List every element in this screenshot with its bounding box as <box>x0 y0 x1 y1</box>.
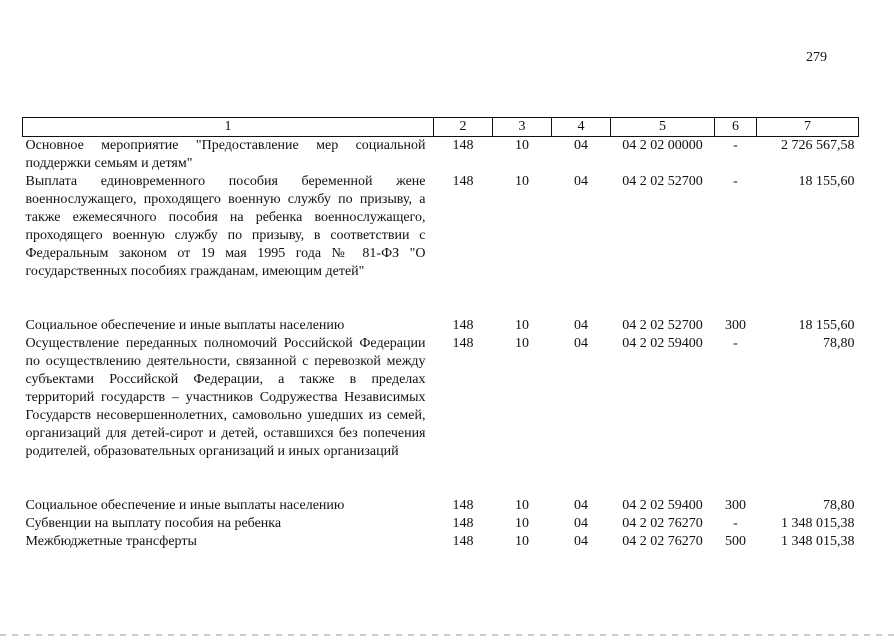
row-name: Субвенции на выплату пособия на ребенка <box>25 516 282 531</box>
row-target-article: 04 2 02 76270 <box>622 516 703 531</box>
header-col-6: 6 <box>715 118 757 137</box>
row-expense-type: - <box>733 174 738 189</box>
row-name: Выплата единовременного пособия беременной жене военнослужащего, проходящего военную службу по призыву, а также ежемесячного пособия на ребенка военнослужащего, проходящего военную службу по призыву, в соответствии с Федеральным законом от 19 мая 1995 года № 81-ФЗ "О государственных пособиях гражданам, имеющим детей" <box>25 174 426 279</box>
row-target-article: 04 2 02 52700 <box>622 318 703 333</box>
row-target-article: 04 2 02 00000 <box>622 138 703 153</box>
row-section: 10 <box>515 516 529 531</box>
row-section: 10 <box>515 534 529 549</box>
row-name: Основное мероприятие "Предоставление мер социальной поддержки семьям и детям" <box>25 138 426 171</box>
table-row <box>23 317 859 335</box>
scan-artifact <box>0 634 894 636</box>
row-target-article: 04 2 02 52700 <box>622 174 703 189</box>
table-row <box>23 533 859 551</box>
row-subsection: 04 <box>574 318 588 333</box>
row-section: 10 <box>515 498 529 513</box>
row-admin-code: 148 <box>452 498 474 513</box>
row-amount: 78,80 <box>823 498 855 513</box>
table-row <box>23 137 859 174</box>
row-subsection: 04 <box>574 138 588 153</box>
table-row <box>23 173 859 317</box>
row-admin-code: 148 <box>452 336 474 351</box>
row-target-article: 04 2 02 59400 <box>622 336 703 351</box>
row-expense-type: - <box>733 516 738 531</box>
row-name: Межбюджетные трансферты <box>25 534 197 549</box>
table-row <box>23 515 859 533</box>
header-col-5: 5 <box>611 118 715 137</box>
budget-table <box>22 117 859 551</box>
row-subsection: 04 <box>574 174 588 189</box>
row-admin-code: 148 <box>452 174 474 189</box>
row-admin-code: 148 <box>452 534 474 549</box>
row-subsection: 04 <box>574 498 588 513</box>
page-number: 279 <box>806 50 827 65</box>
row-amount: 18 155,60 <box>798 174 855 189</box>
header-col-3: 3 <box>493 118 552 137</box>
row-expense-type: - <box>733 336 738 351</box>
header-col-7: 7 <box>757 118 859 137</box>
row-expense-type: 500 <box>725 534 746 549</box>
row-subsection: 04 <box>574 336 588 351</box>
row-admin-code: 148 <box>452 138 474 153</box>
row-target-article: 04 2 02 76270 <box>622 534 703 549</box>
header-col-1: 1 <box>23 118 434 137</box>
row-section: 10 <box>515 174 529 189</box>
table-row <box>23 335 859 497</box>
row-subsection: 04 <box>574 516 588 531</box>
row-admin-code: 148 <box>452 516 474 531</box>
row-expense-type: 300 <box>725 318 746 333</box>
row-subsection: 04 <box>574 534 588 549</box>
row-expense-type: - <box>733 138 738 153</box>
header-col-2: 2 <box>434 118 493 137</box>
row-section: 10 <box>515 336 529 351</box>
row-section: 10 <box>515 138 529 153</box>
row-amount: 2 726 567,58 <box>781 138 855 153</box>
row-name: Осуществление переданных полномочий Российской Федерации по осуществлению деятельности, связанной с перевозкой между субъектами Российской Федерации, а также в пределах территорий государств – участников Содружества Независимых Государств несовершеннолетних, самовольно ушедших из семей, организаций для детей-сирот и детей, оставшихся без попечения родителей, образовательных организаций и иных организаций <box>25 336 426 459</box>
table-row <box>23 497 859 515</box>
row-amount: 18 155,60 <box>798 318 855 333</box>
row-expense-type: 300 <box>725 498 746 513</box>
row-amount: 1 348 015,38 <box>781 534 855 549</box>
row-target-article: 04 2 02 59400 <box>622 498 703 513</box>
row-amount: 78,80 <box>823 336 855 351</box>
header-col-4: 4 <box>552 118 611 137</box>
row-admin-code: 148 <box>452 318 474 333</box>
row-name: Социальное обеспечение и иные выплаты населению <box>25 498 345 513</box>
row-name: Социальное обеспечение и иные выплаты населению <box>25 318 345 333</box>
row-section: 10 <box>515 318 529 333</box>
table-header-row <box>23 118 859 137</box>
row-amount: 1 348 015,38 <box>781 516 855 531</box>
